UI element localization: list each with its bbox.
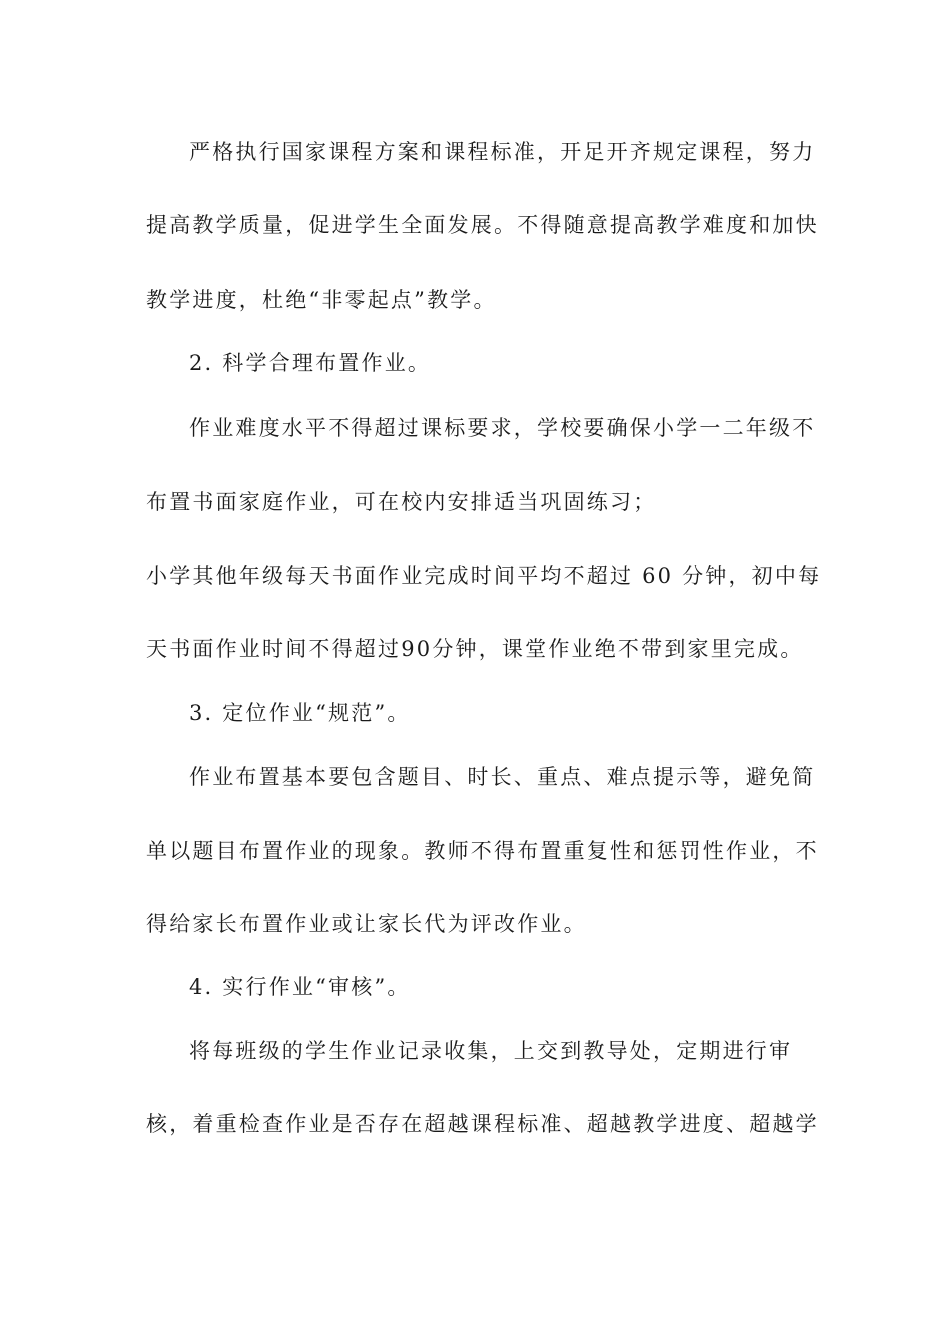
paragraph-line-4: 作业难度水平不得超过课标要求，学校要确保小学一二年级不 bbox=[189, 416, 816, 440]
paragraph-line-3: 教学进度，杜绝“非零起点”教学。 bbox=[146, 288, 497, 312]
section-heading-3: 3. 定位作业“规范”。 bbox=[189, 701, 411, 725]
paragraph-line-12: 核，着重检查作业是否存在超越课程标准、超越教学进度、超越学 bbox=[146, 1112, 819, 1136]
paragraph-line-8: 作业布置基本要包含题目、时长、重点、难点提示等，避免简 bbox=[189, 765, 816, 789]
section-heading-2: 2. 科学合理布置作业。 bbox=[189, 351, 432, 375]
section-heading-4: 4. 实行作业“审核”。 bbox=[189, 975, 411, 999]
paragraph-line-6: 小学其他年级每天书面作业完成时间平均不超过 60 分钟，初中每 bbox=[146, 564, 822, 588]
paragraph-line-1: 严格执行国家课程方案和课程标准，开足开齐规定课程，努力 bbox=[189, 140, 816, 164]
paragraph-line-7: 天书面作业时间不得超过90分钟，课堂作业绝不带到家里完成。 bbox=[146, 637, 804, 661]
paragraph-line-9: 单以题目布置作业的现象。教师不得布置重复性和惩罚性作业，不 bbox=[146, 839, 819, 863]
paragraph-line-5: 布置书面家庭作业，可在校内安排适当巩固练习； bbox=[146, 490, 657, 514]
paragraph-line-2: 提高教学质量，促进学生全面发展。不得随意提高教学难度和加快 bbox=[146, 213, 819, 237]
paragraph-line-11: 将每班级的学生作业记录收集，上交到教导处，定期进行审 bbox=[189, 1039, 793, 1063]
paragraph-line-10: 得给家长布置作业或让家长代为评改作业。 bbox=[146, 912, 587, 936]
